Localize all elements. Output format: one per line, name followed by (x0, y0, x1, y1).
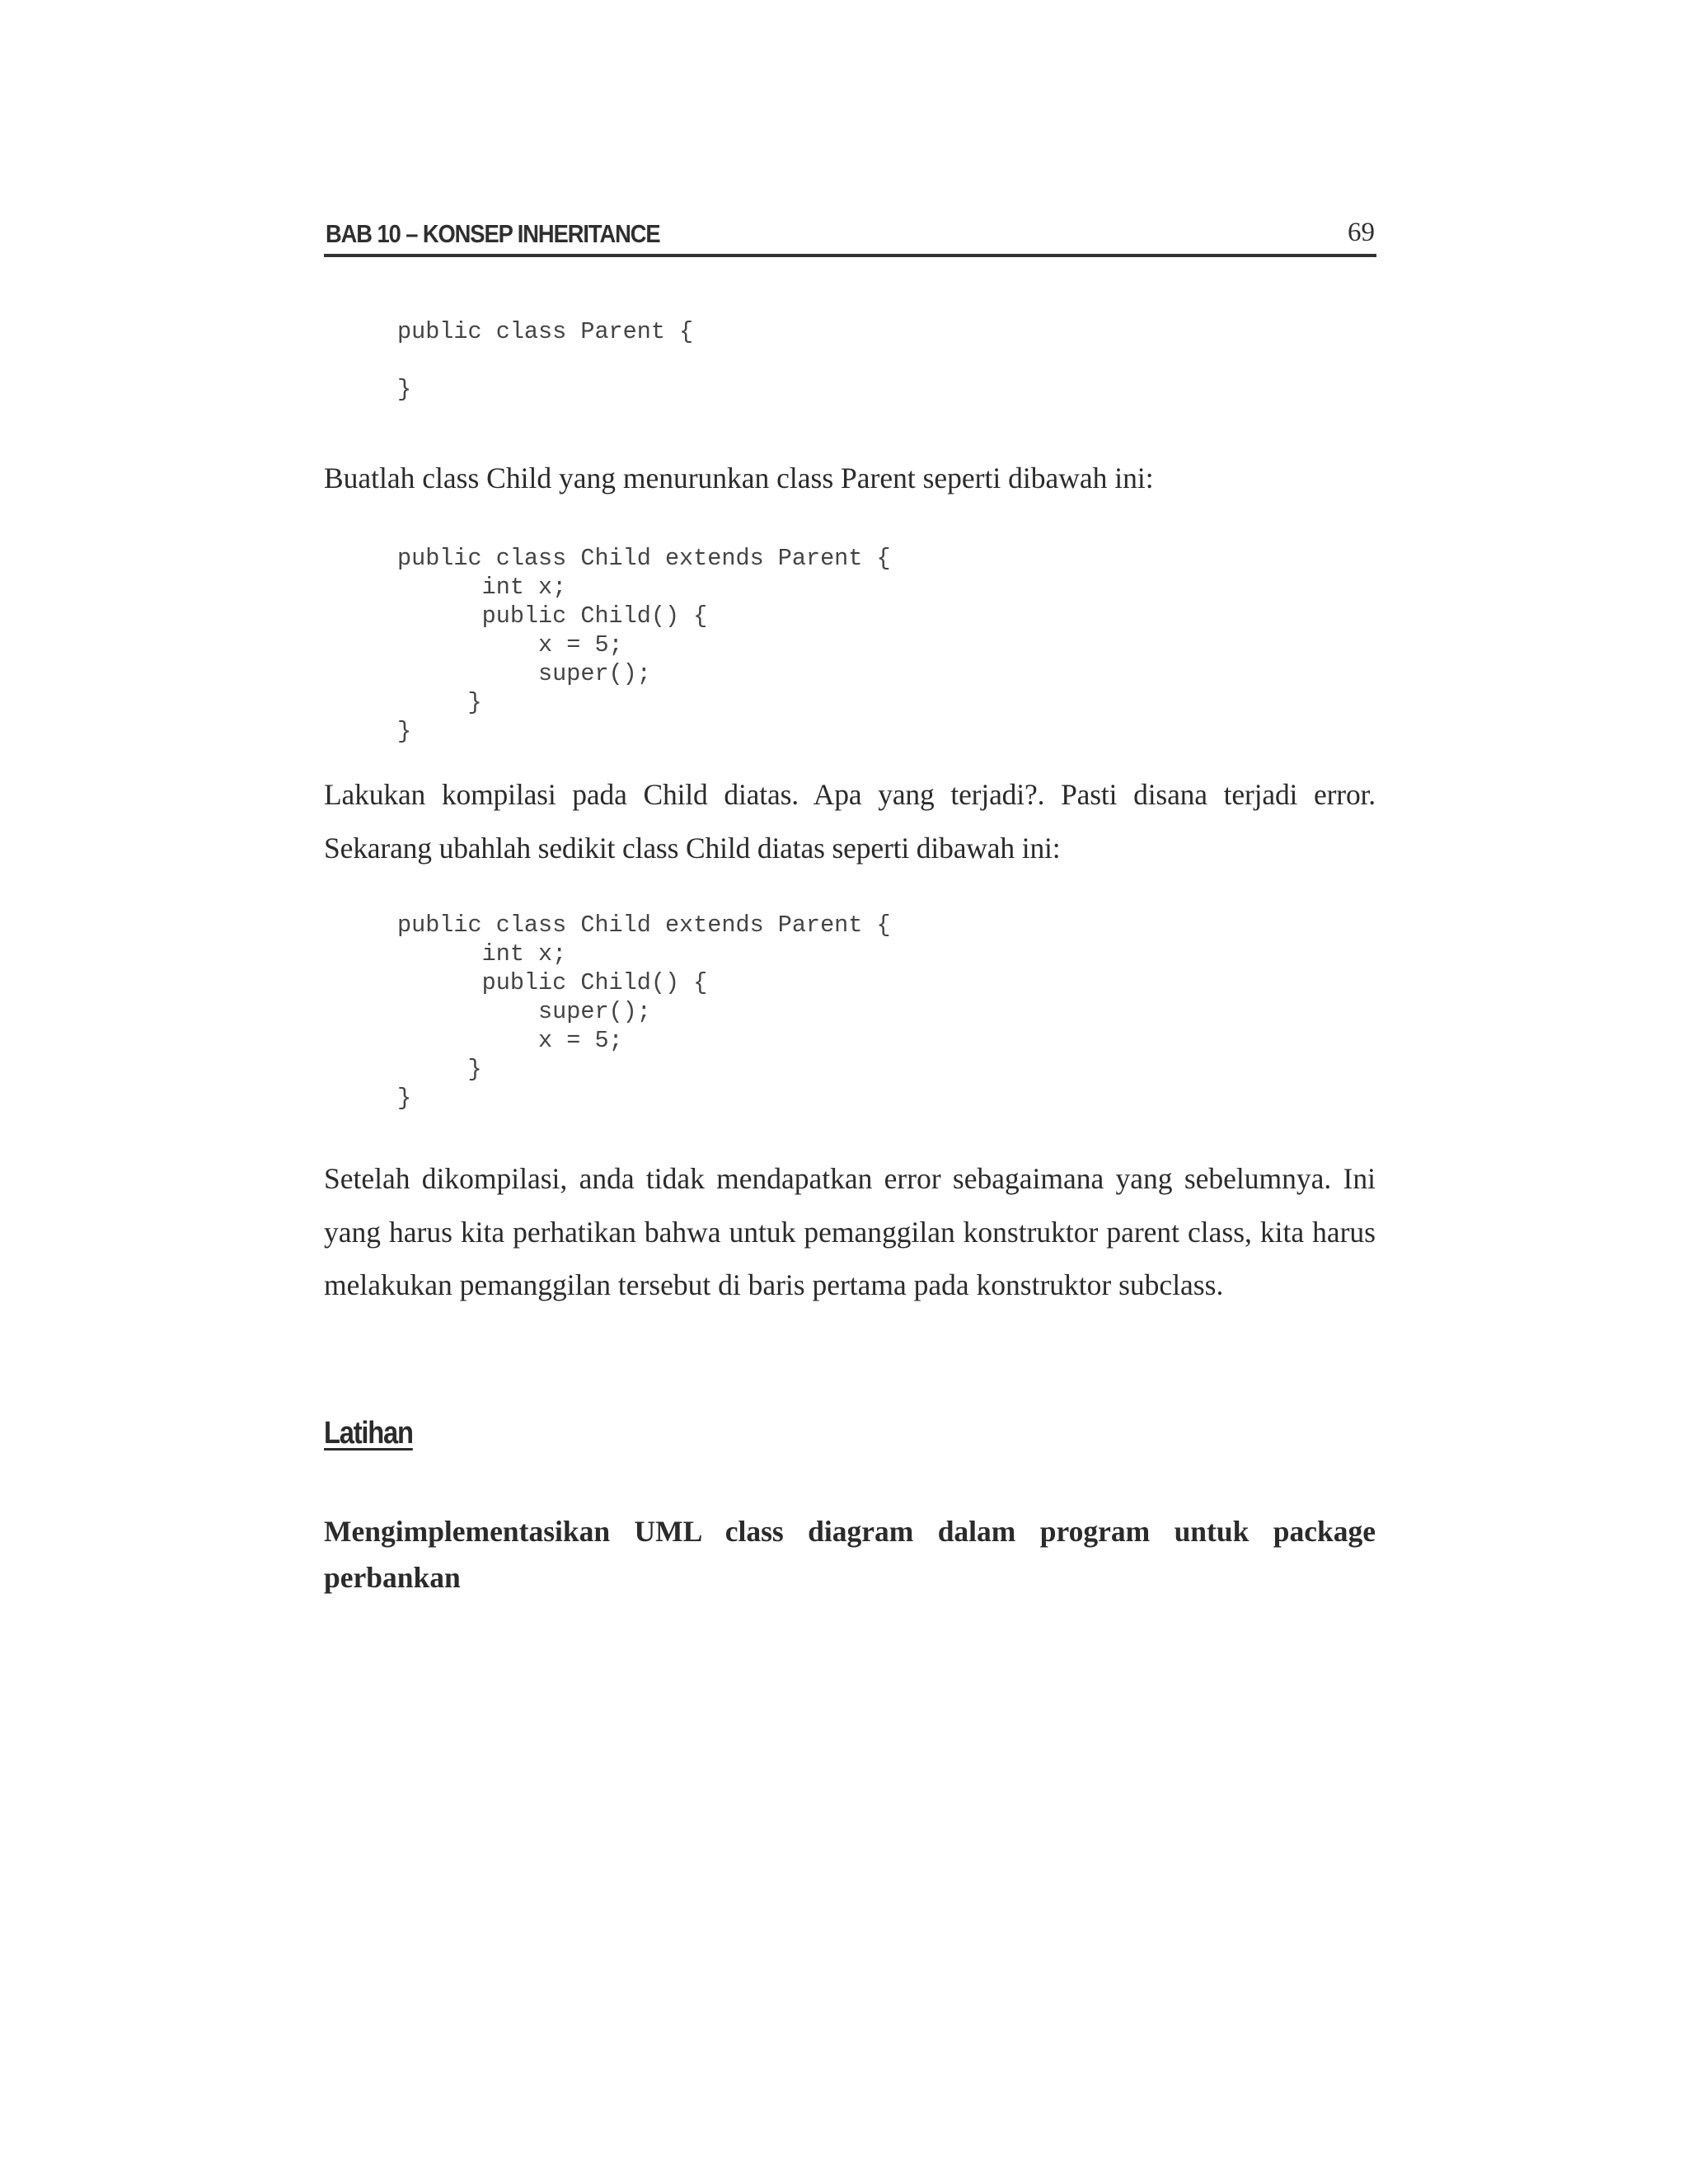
code-line: x = 5; (397, 1027, 623, 1054)
paragraph-intro: Buatlah class Child yang menurunkan class Parent seperti dibawah ini: (324, 462, 1154, 494)
code-block-parent (397, 317, 693, 404)
code-line: } (397, 689, 482, 716)
paragraph-compile-error: Lakukan kompilasi pada Child diatas. Apa yang terjadi?. Pasti disana terjadi error. Sekarang ubahlah sedikit class Child diatas seperti dibawah ini: (324, 778, 1376, 865)
code-line: } (397, 376, 412, 403)
chapter-title: BAB 10 – KONSEP INHERITANCE (326, 219, 660, 248)
code-line: public class Child extends Parent { (397, 912, 891, 939)
exercise-title: Mengimplementasikan UML class diagram dalam program untuk package perbankan (324, 1515, 1376, 1594)
code-block-child-fixed (397, 911, 891, 1113)
code-block-child-error (397, 544, 891, 746)
code-line: } (397, 1056, 482, 1083)
code-line: } (397, 718, 412, 745)
page-header (324, 216, 1376, 257)
code-line: super(); (397, 998, 651, 1025)
code-line: } (397, 1085, 412, 1112)
page-number: 69 (1348, 218, 1375, 247)
code-line: x = 5; (397, 631, 623, 658)
paragraph-explanation: Setelah dikompilasi, anda tidak mendapatkan error sebagaimana yang sebelumnya. Ini yang harus kita perhatikan bahwa untuk pemanggilan konstruktor parent class, kita harus melakukan pemanggilan tersebut di baris pertama pada konstruktor subclass. (324, 1162, 1376, 1301)
code-line: public class Child extends Parent { (397, 545, 891, 572)
code-line: super(); (397, 660, 651, 687)
code-line: public Child() { (397, 602, 708, 630)
code-line: int x; (397, 940, 567, 968)
section-heading-latihan: Latihan (324, 1416, 413, 1451)
code-line: public Child() { (397, 969, 708, 996)
code-line: int x; (397, 574, 567, 601)
code-line: public class Parent { (397, 318, 694, 345)
